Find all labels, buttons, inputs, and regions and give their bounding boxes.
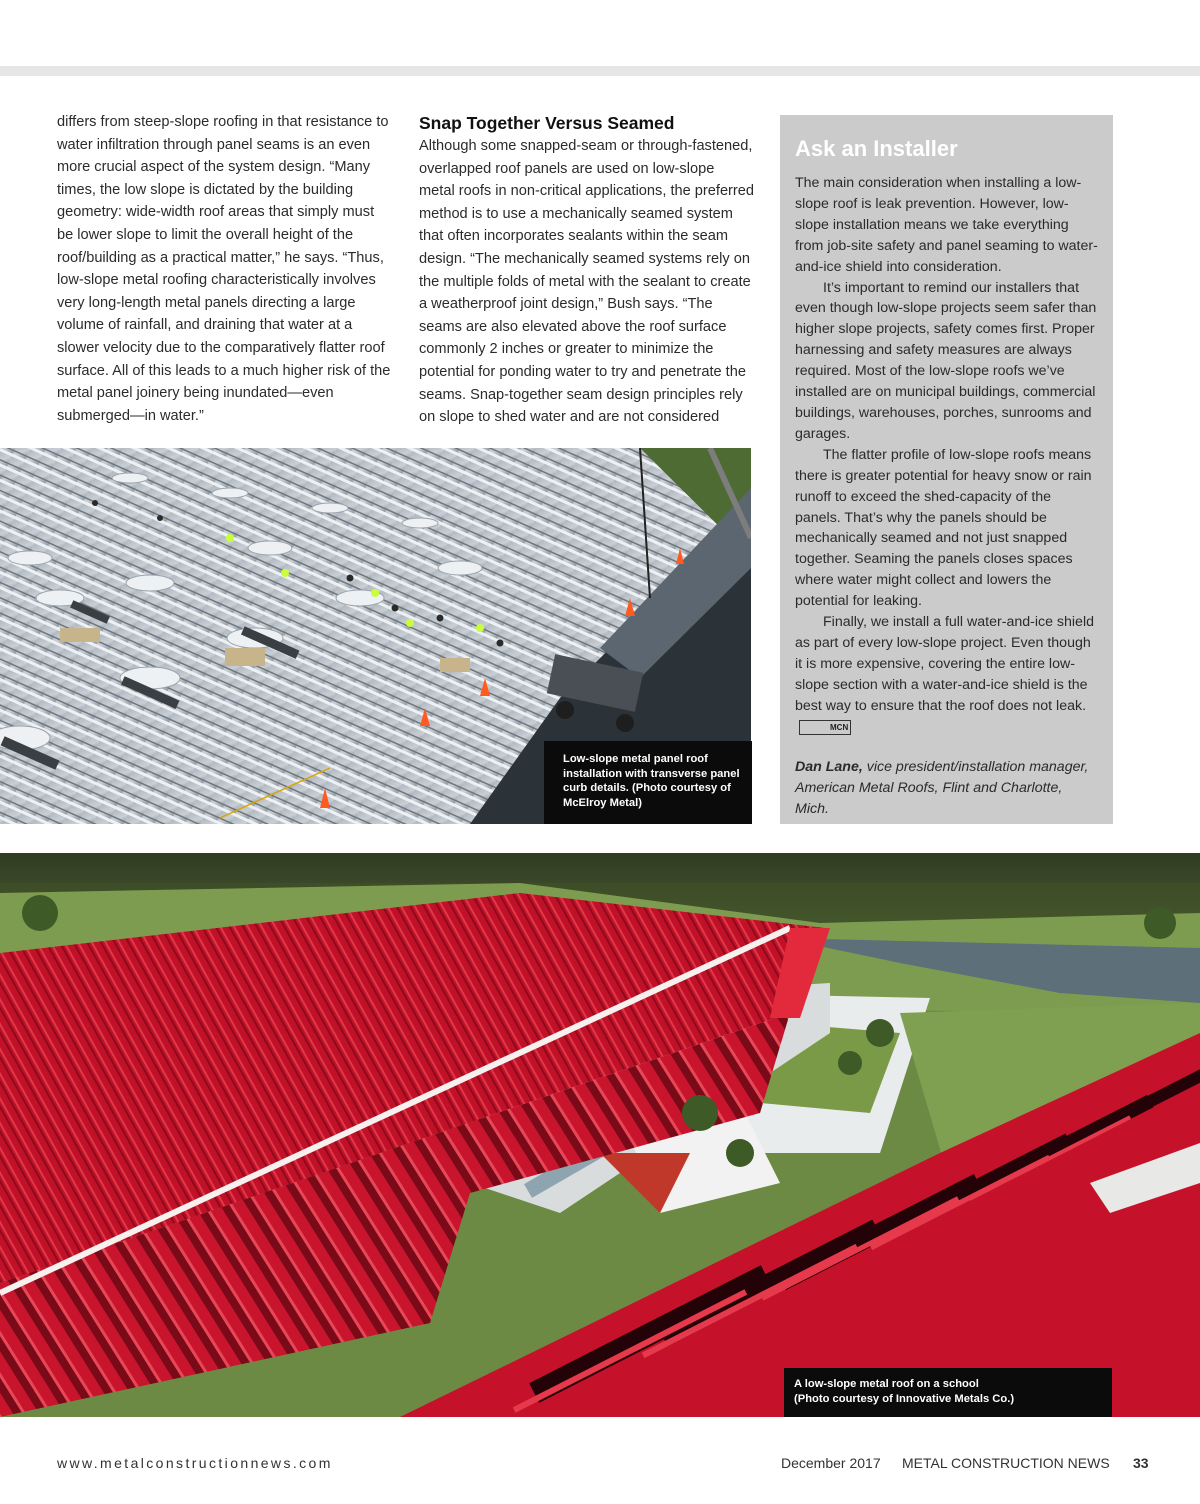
sidebar-title: Ask an Installer (795, 136, 958, 161)
page-number: 33 (1133, 1455, 1149, 1471)
photo-red-roof-school (0, 853, 1200, 1417)
end-mark-icon: MCN (799, 720, 851, 735)
sidebar-paragraph: The main consideration when installing a low-slope roof is leak prevention. However, low-slope installation means we take everything from job-site safety and panel seaming to water-and-ice shield into consideration. (795, 175, 1098, 275)
article-column-1 (57, 111, 392, 427)
section-heading: Snap Together Versus Seamed (419, 113, 675, 133)
photo-caption (784, 1368, 1112, 1417)
caption-line: A low-slope metal roof on a school (794, 1378, 979, 1390)
sidebar-paragraph: The flatter profile of low-slope roofs means there is greater potential for heavy snow or rain runoff to exceed the shed-capacity of the panels. That’s why the panels should be mechanically seamed and not just snapped together. Seaming the panels closes spaces where water might collect and lowers the potential for leaking. (795, 446, 1092, 610)
footer-publication-name: METAL CONSTRUCTION NEWS (902, 1455, 1110, 1471)
red-roof-image (0, 853, 1200, 1417)
sidebar-paragraph-last (795, 612, 1099, 737)
article-column-2 (419, 111, 754, 429)
sidebar-credit (795, 757, 1099, 820)
footer-website-link[interactable]: www.metalconstructionnews.com (57, 1455, 333, 1471)
article-paragraph: differs from steep-slope roofing in that resistance to water infiltration through panel seams is an even more crucial aspect of the system design. “Many times, the low slope is dictated by the building geometry: wide-width roof areas that simply must be lower slope to limit the overall height of the roof/building as a practical matter,” he says. “Thus, low-slope metal roofing characteristically involves very long-length metal panels directing a large volume of rainfall, and draining that water at a slower velocity due to the comparatively flatter roof surface. All of this leads to a much higher risk of the metal panel joinery being inundated—even submerged—in water.” (57, 114, 391, 424)
footer-date: December 2017 (781, 1455, 881, 1471)
article-paragraph: Although some snapped-seam or through-fastened, overlapped roof panels are used on low-slope metal roofs in non-critical applications, the preferred method is to use a mechanically seamed system that often incorporates sealants within the seam design. “The mechanically seamed systems rely on the multiple folds of metal with the sealant to create a weatherproof joint design,” Bush says. “The seams are also elevated above the roof surface commonly 2 inches or greater to minimize the potential for ponding water to try and penetrate the seams. Snap-together seam design principles rely on slope to shed water and are not considered (419, 138, 755, 426)
photo-caption: Low-slope metal panel roof installation with transverse panel curb details. (Photo courtesy of McElroy Metal) (544, 741, 752, 824)
credit-role: vice president/installation manager, American Metal Roofs, Flint and Charlotte, Mich. (795, 759, 1089, 818)
sidebar-paragraph: It’s important to remind our installers that even though low-slope projects seem safer than higher slope projects, safety comes first. Proper harnessing and safety measures are always required. Most of the low-slope roofs we’ve installed are on municipal buildings, commercial buildings, warehouses, porches, sunrooms and garages. (795, 279, 1097, 442)
sidebar-paragraph-text: Finally, we install a full water-and-ice shield as part of every low-slope project. Even though it is more expensive, covering the entire low-slope section with a water-and-ice shield is the best way to ensure that the roof does not leak. (795, 614, 1094, 714)
credit-name: Dan Lane, (795, 759, 863, 776)
top-rule (0, 66, 1200, 76)
ask-an-installer-sidebar (780, 115, 1113, 824)
caption-line: (Photo courtesy of Innovative Metals Co.) (794, 1392, 1015, 1405)
